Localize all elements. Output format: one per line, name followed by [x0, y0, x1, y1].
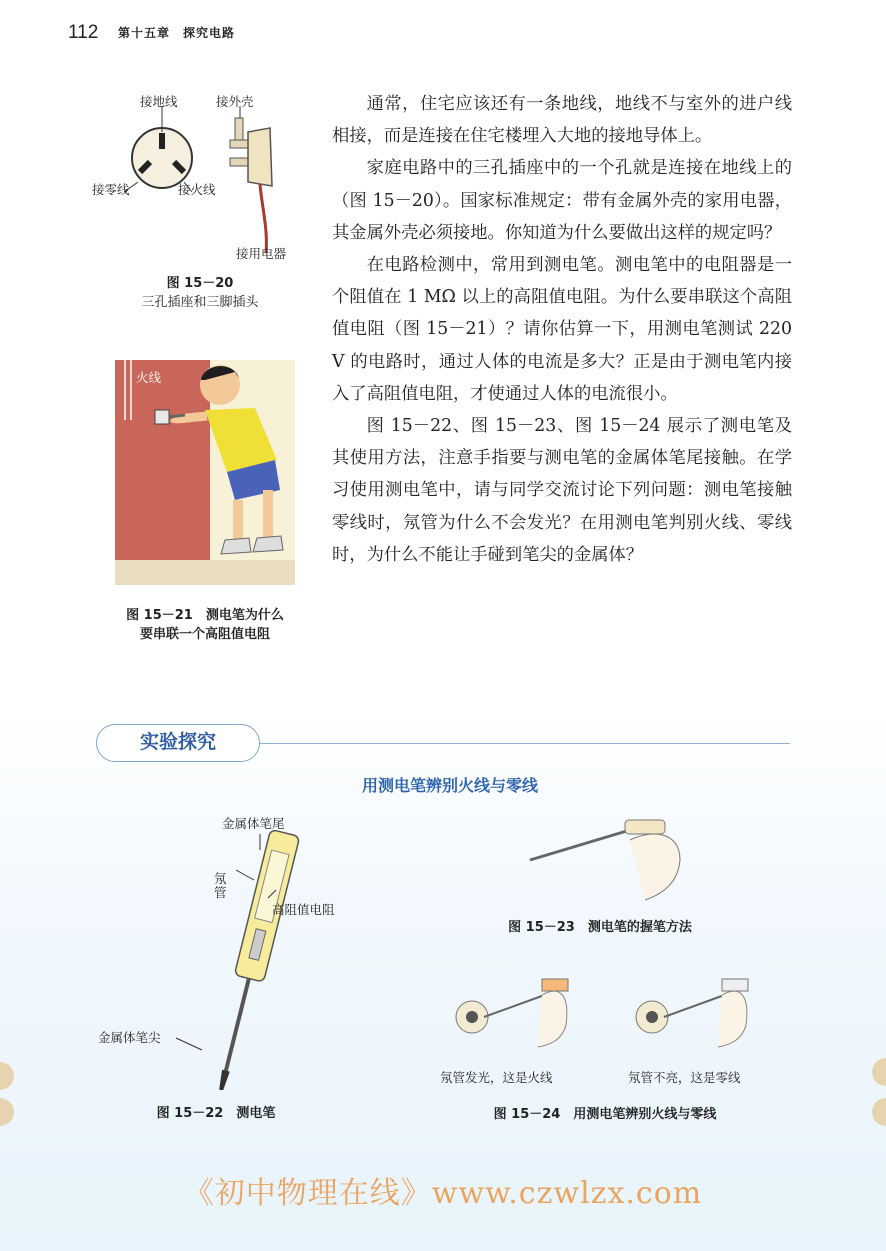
figure-caption: 图 15－22 测电笔 [156, 1106, 276, 1121]
wire-test-illustration [430, 965, 780, 1060]
paragraph: 通常，住宅应该还有一条地线，地线不与室外的进户线相接，而是连接在住宅楼埋入大地的接地导体上。 [332, 94, 792, 147]
page-number: 112 [68, 22, 99, 43]
paragraph: 在电路检测中，常用到测电笔。测电笔中的电阻器是一个阻值在 1 MΩ 以上的高阻值电阻。为什么要串联这个高阻值电阻（图 15－21）？请你估算一下，用测电笔测试 220 V 的电路时，通过人体的电流是多大？正是由于测电笔内接入了高阻值电阻，才使通过人体的电流很小。 [332, 255, 792, 404]
boy-testing-illustration [115, 360, 295, 585]
label-ground-wire: 接地线 [140, 94, 178, 109]
label-neutral-result: 氖管不亮，这是零线 [628, 1070, 741, 1085]
watermark: 《初中物理在线》www.czwlzx.com [183, 1176, 703, 1211]
caption-line-1: 图 15－21 测电笔为什么 [126, 608, 284, 623]
label-shell: 接外壳 [216, 94, 254, 109]
test-pen-illustration [96, 810, 336, 1090]
experiment-divider [260, 743, 790, 744]
figure-15-22 [96, 810, 336, 1130]
caption-text: 三孔插座和三脚插头 [141, 295, 259, 310]
body-text [332, 88, 792, 571]
paragraph: 家庭电路中的三孔插座中的一个孔就是连接在地线上的（图 15－20）。国家标准规定：带有金属外壳的家用电器，其金属外壳必须接地。你知道为什么要做出这样的规定吗？ [332, 158, 792, 243]
figure-15-23 [470, 810, 730, 940]
figure-15-24 [430, 965, 780, 1125]
experiment-title: 用测电笔辨别火线与零线 [361, 776, 538, 795]
label-resistor: 高阻值电阻 [272, 902, 335, 917]
figure-caption: 图 15－23 测电笔的握笔方法 [508, 920, 692, 935]
label-live: 接火线 [178, 182, 216, 197]
label-pen-tip: 金属体笔尖 [98, 1030, 161, 1045]
grip-illustration [520, 810, 720, 910]
figure-caption: 图 15－24 用测电笔辨别火线与零线 [493, 1107, 717, 1122]
figure-15-20 [90, 88, 310, 318]
chapter-title: 第十五章 探究电路 [118, 26, 236, 40]
label-pen-tail: 金属体笔尾 [222, 816, 285, 831]
label-live-wire: 火线 [136, 370, 162, 385]
paragraph: 图 15－22、图 15－23、图 15－24 展示了测电笔及其使用方法，注意手指要与测电笔的金属体笔尾接触。在学习使用测电笔中，请与同学交流讨论下列问题：测电笔接触零线时，氖管为什么不会发光？在用测电笔判别火线、零线时，为什么不能让手碰到笔尖的金属体？ [332, 416, 792, 565]
figure-caption [100, 604, 310, 642]
label-neutral: 接零线 [92, 182, 130, 197]
figure-15-21 [100, 360, 310, 650]
caption-line-2: 要串联一个高阻值电阻 [139, 627, 270, 642]
label-live-result: 氖管发光，这是火线 [440, 1070, 553, 1085]
label-appliance: 接用电器 [236, 246, 287, 261]
figure-caption [100, 272, 300, 310]
label-neon-tube: 氖管 [214, 871, 227, 900]
experiment-tag: 实验探究 [96, 724, 260, 762]
caption-number: 图 15－20 [166, 276, 234, 291]
